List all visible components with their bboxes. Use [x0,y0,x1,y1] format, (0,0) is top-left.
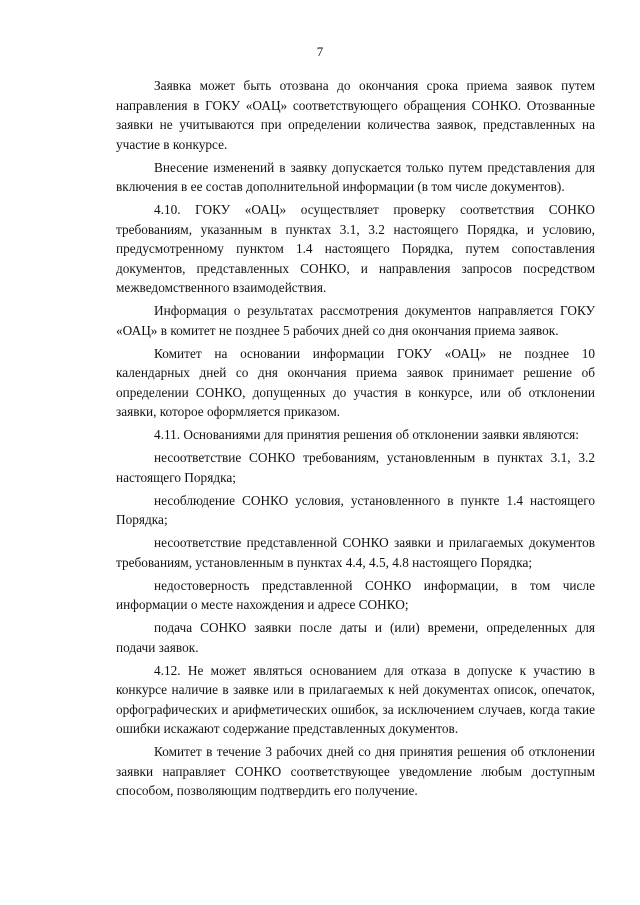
paragraph-4-12: 4.12. Не может являться основанием для отказа в допуске к участию в конкурсе наличие в заявке или в прилагаемых к ней документах описок, опечаток, орфографических и арифметических ошибок, за исключением случаев, когда такие ошибки искажают содержание представленных документов. [116,662,595,736]
paragraph-review-results: Информация о результатах рассмотрения документов направляется ГОКУ «ОАЦ» в комитет не позднее 5 рабочих дней со дня окончания приема заявок. [116,303,595,338]
paragraph-committee-decision: Комитет на основании информации ГОКУ «ОАЦ» не позднее 10 календарных дней со дня окончания приема заявок принимает решение об определении СОНКО, допущенных до участия в конкурсе, или об отклонении заявки, которое оформляется приказом. [116,345,595,419]
paragraph-withdrawal: Заявка может быть отозвана до окончания срока приема заявок путем направления в ГОКУ «ОАЦ» соответствующего обращения СОНКО. Отозванные заявки не учитываются при определении количества заявок, представленных на участие в конкурсе. [116,78,595,152]
list-item-condition: несоблюдение СОНКО условия, установленного в пункте 1.4 настоящего Порядка; [116,492,595,527]
page-number: 7 [316,44,324,59]
paragraph-amendments: Внесение изменений в заявку допускается только путем представления для включения в ее состав дополнительной информации (в том числе документов). [116,159,595,194]
list-item-false-info: недостоверность представленной СОНКО информации, в том числе информации о месте нахождения и адресе СОНКО; [116,577,595,612]
paragraph-4-11: 4.11. Основаниями для принятия решения об отклонении заявки являются: [154,427,579,442]
list-item-late-submission: подача СОНКО заявки после даты и (или) времени, определенных для подачи заявок. [116,620,595,655]
list-item-requirements: несоответствие СОНКО требованиям, установленным в пунктах 3.1, 3.2 настоящего Порядка; [116,450,595,485]
document-body [116,76,595,804]
paragraph-notification: Комитет в течение 3 рабочих дней со дня принятия решения об отклонении заявки направляет СОНКО соответствующее уведомление любым доступным способом, позволяющим подтвердить его получение. [116,744,595,798]
list-item-documents: несоответствие представленной СОНКО заявки и прилагаемых документов требованиям, установленным в пунктах 4.4, 4.5, 4.8 настоящего Порядка; [116,535,595,570]
paragraph-4-10: 4.10. ГОКУ «ОАЦ» осуществляет проверку соответствия СОНКО требованиям, указанным в пунктах 3.1, 3.2 настоящего Порядка, и условию, предусмотренному пунктом 1.4 настоящего Порядка, путем сопоставления документов, представленных СОНКО, и направления запросов посредством межведомственного взаимодействия. [116,202,595,295]
